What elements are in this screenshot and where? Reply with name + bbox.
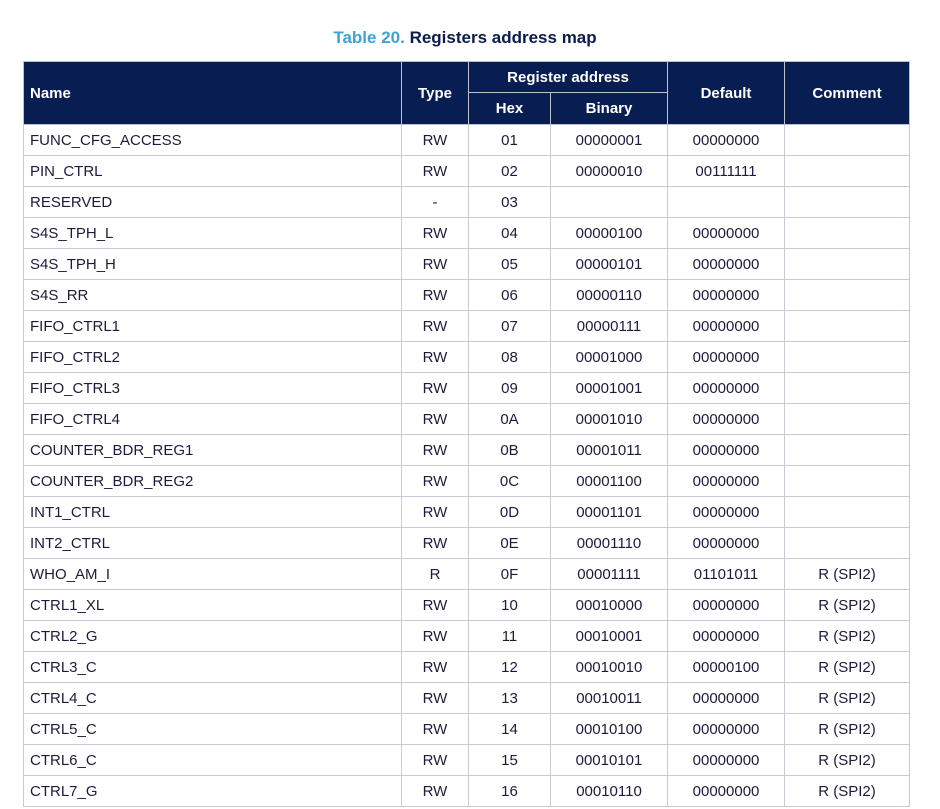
header-comment: Comment [785,62,910,125]
cell-default: 00000000 [668,745,785,776]
cell-binary: 00010010 [551,652,668,683]
registers-table [23,61,910,807]
cell-default: 00000000 [668,404,785,435]
cell-hex: 06 [469,280,551,311]
cell-binary: 00010110 [551,776,668,807]
cell-comment [785,466,910,497]
cell-default: 00000000 [668,280,785,311]
table-body [24,125,910,807]
cell-type: RW [402,776,469,807]
header-default: Default [668,62,785,125]
cell-comment [785,249,910,280]
cell-type: RW [402,404,469,435]
cell-type: RW [402,435,469,466]
table-row [24,590,910,621]
cell-name: INT2_CTRL [24,528,402,559]
cell-hex: 07 [469,311,551,342]
cell-comment [785,435,910,466]
cell-default: 00000000 [668,249,785,280]
table-row [24,280,910,311]
cell-hex: 08 [469,342,551,373]
cell-hex: 0F [469,559,551,590]
cell-hex: 0E [469,528,551,559]
cell-hex: 12 [469,652,551,683]
cell-default: 00000000 [668,714,785,745]
cell-comment: R (SPI2) [785,776,910,807]
cell-name: FIFO_CTRL2 [24,342,402,373]
cell-type: RW [402,528,469,559]
cell-default: 00000000 [668,776,785,807]
cell-binary: 00000010 [551,156,668,187]
cell-binary: 00001100 [551,466,668,497]
cell-binary: 00001111 [551,559,668,590]
table-number: Table 20. [333,28,405,47]
cell-hex: 0B [469,435,551,466]
table-row [24,249,910,280]
cell-comment: R (SPI2) [785,559,910,590]
cell-name: RESERVED [24,187,402,218]
cell-name: FIFO_CTRL3 [24,373,402,404]
cell-comment [785,311,910,342]
cell-default: 00000000 [668,683,785,714]
cell-binary: 00000101 [551,249,668,280]
cell-hex: 02 [469,156,551,187]
cell-type: R [402,559,469,590]
table-title: Registers address map [409,28,597,47]
cell-name: S4S_TPH_L [24,218,402,249]
cell-default: 00000000 [668,528,785,559]
cell-binary: 00000111 [551,311,668,342]
cell-default: 00000100 [668,652,785,683]
cell-type: RW [402,497,469,528]
cell-comment: R (SPI2) [785,652,910,683]
cell-comment [785,404,910,435]
cell-binary: 00010101 [551,745,668,776]
cell-binary: 00000100 [551,218,668,249]
cell-default: 00000000 [668,621,785,652]
cell-hex: 11 [469,621,551,652]
header-hex: Hex [469,93,551,125]
cell-type: RW [402,311,469,342]
table-row [24,714,910,745]
table-row [24,497,910,528]
table-row [24,435,910,466]
cell-comment: R (SPI2) [785,714,910,745]
cell-comment [785,125,910,156]
cell-default: 00000000 [668,466,785,497]
cell-binary: 00001000 [551,342,668,373]
cell-name: CTRL5_C [24,714,402,745]
cell-type: RW [402,373,469,404]
cell-binary: 00010001 [551,621,668,652]
cell-binary: 00001001 [551,373,668,404]
table-row [24,528,910,559]
cell-type: RW [402,683,469,714]
cell-type: RW [402,280,469,311]
cell-name: FIFO_CTRL4 [24,404,402,435]
cell-comment [785,187,910,218]
cell-binary [551,187,668,218]
cell-binary: 00000001 [551,125,668,156]
table-row [24,776,910,807]
cell-name: CTRL4_C [24,683,402,714]
cell-type: RW [402,590,469,621]
cell-name: CTRL2_G [24,621,402,652]
cell-name: FIFO_CTRL1 [24,311,402,342]
cell-hex: 0A [469,404,551,435]
cell-type: RW [402,714,469,745]
cell-name: COUNTER_BDR_REG1 [24,435,402,466]
cell-binary: 00001101 [551,497,668,528]
cell-comment: R (SPI2) [785,683,910,714]
cell-type: RW [402,218,469,249]
cell-binary: 00000110 [551,280,668,311]
cell-hex: 05 [469,249,551,280]
cell-default: 00000000 [668,590,785,621]
cell-default: 00000000 [668,218,785,249]
cell-comment [785,218,910,249]
table-row [24,559,910,590]
cell-name: CTRL7_G [24,776,402,807]
cell-comment: R (SPI2) [785,590,910,621]
header-register-address: Register address [469,62,668,93]
cell-comment [785,528,910,559]
cell-hex: 01 [469,125,551,156]
cell-comment [785,373,910,404]
cell-name: WHO_AM_I [24,559,402,590]
cell-hex: 10 [469,590,551,621]
cell-comment [785,280,910,311]
cell-hex: 15 [469,745,551,776]
cell-hex: 09 [469,373,551,404]
table-row [24,187,910,218]
cell-type: RW [402,342,469,373]
cell-default: 00000000 [668,435,785,466]
table-row [24,373,910,404]
table-row [24,218,910,249]
table-row [24,125,910,156]
cell-hex: 04 [469,218,551,249]
cell-binary: 00001110 [551,528,668,559]
cell-name: PIN_CTRL [24,156,402,187]
header-binary: Binary [551,93,668,125]
cell-comment: R (SPI2) [785,621,910,652]
cell-comment: R (SPI2) [785,745,910,776]
cell-binary: 00010000 [551,590,668,621]
cell-default: 00000000 [668,497,785,528]
cell-name: CTRL6_C [24,745,402,776]
cell-comment [785,342,910,373]
cell-binary: 00001011 [551,435,668,466]
cell-comment [785,497,910,528]
cell-type: RW [402,156,469,187]
cell-name: CTRL1_XL [24,590,402,621]
cell-default: 00111111 [668,156,785,187]
cell-name: S4S_TPH_H [24,249,402,280]
header-name: Name [24,62,402,125]
cell-hex: 16 [469,776,551,807]
cell-type: RW [402,652,469,683]
cell-hex: 03 [469,187,551,218]
cell-type: RW [402,466,469,497]
cell-hex: 0C [469,466,551,497]
cell-name: FUNC_CFG_ACCESS [24,125,402,156]
cell-name: S4S_RR [24,280,402,311]
table-row [24,652,910,683]
cell-hex: 14 [469,714,551,745]
cell-default [668,187,785,218]
table-row [24,621,910,652]
cell-default: 00000000 [668,125,785,156]
cell-name: COUNTER_BDR_REG2 [24,466,402,497]
cell-default: 00000000 [668,342,785,373]
table-row [24,156,910,187]
cell-type: RW [402,249,469,280]
cell-default: 00000000 [668,373,785,404]
cell-default: 01101011 [668,559,785,590]
table-row [24,342,910,373]
cell-name: INT1_CTRL [24,497,402,528]
table-row [24,745,910,776]
header-type: Type [402,62,469,125]
table-row [24,683,910,714]
cell-hex: 13 [469,683,551,714]
cell-type: - [402,187,469,218]
cell-name: CTRL3_C [24,652,402,683]
table-row [24,404,910,435]
cell-type: RW [402,125,469,156]
cell-binary: 00001010 [551,404,668,435]
table-caption [0,28,930,48]
cell-default: 00000000 [668,311,785,342]
cell-hex: 0D [469,497,551,528]
cell-type: RW [402,745,469,776]
cell-binary: 00010011 [551,683,668,714]
cell-binary: 00010100 [551,714,668,745]
cell-comment [785,156,910,187]
table-row [24,466,910,497]
cell-type: RW [402,621,469,652]
table-row [24,311,910,342]
